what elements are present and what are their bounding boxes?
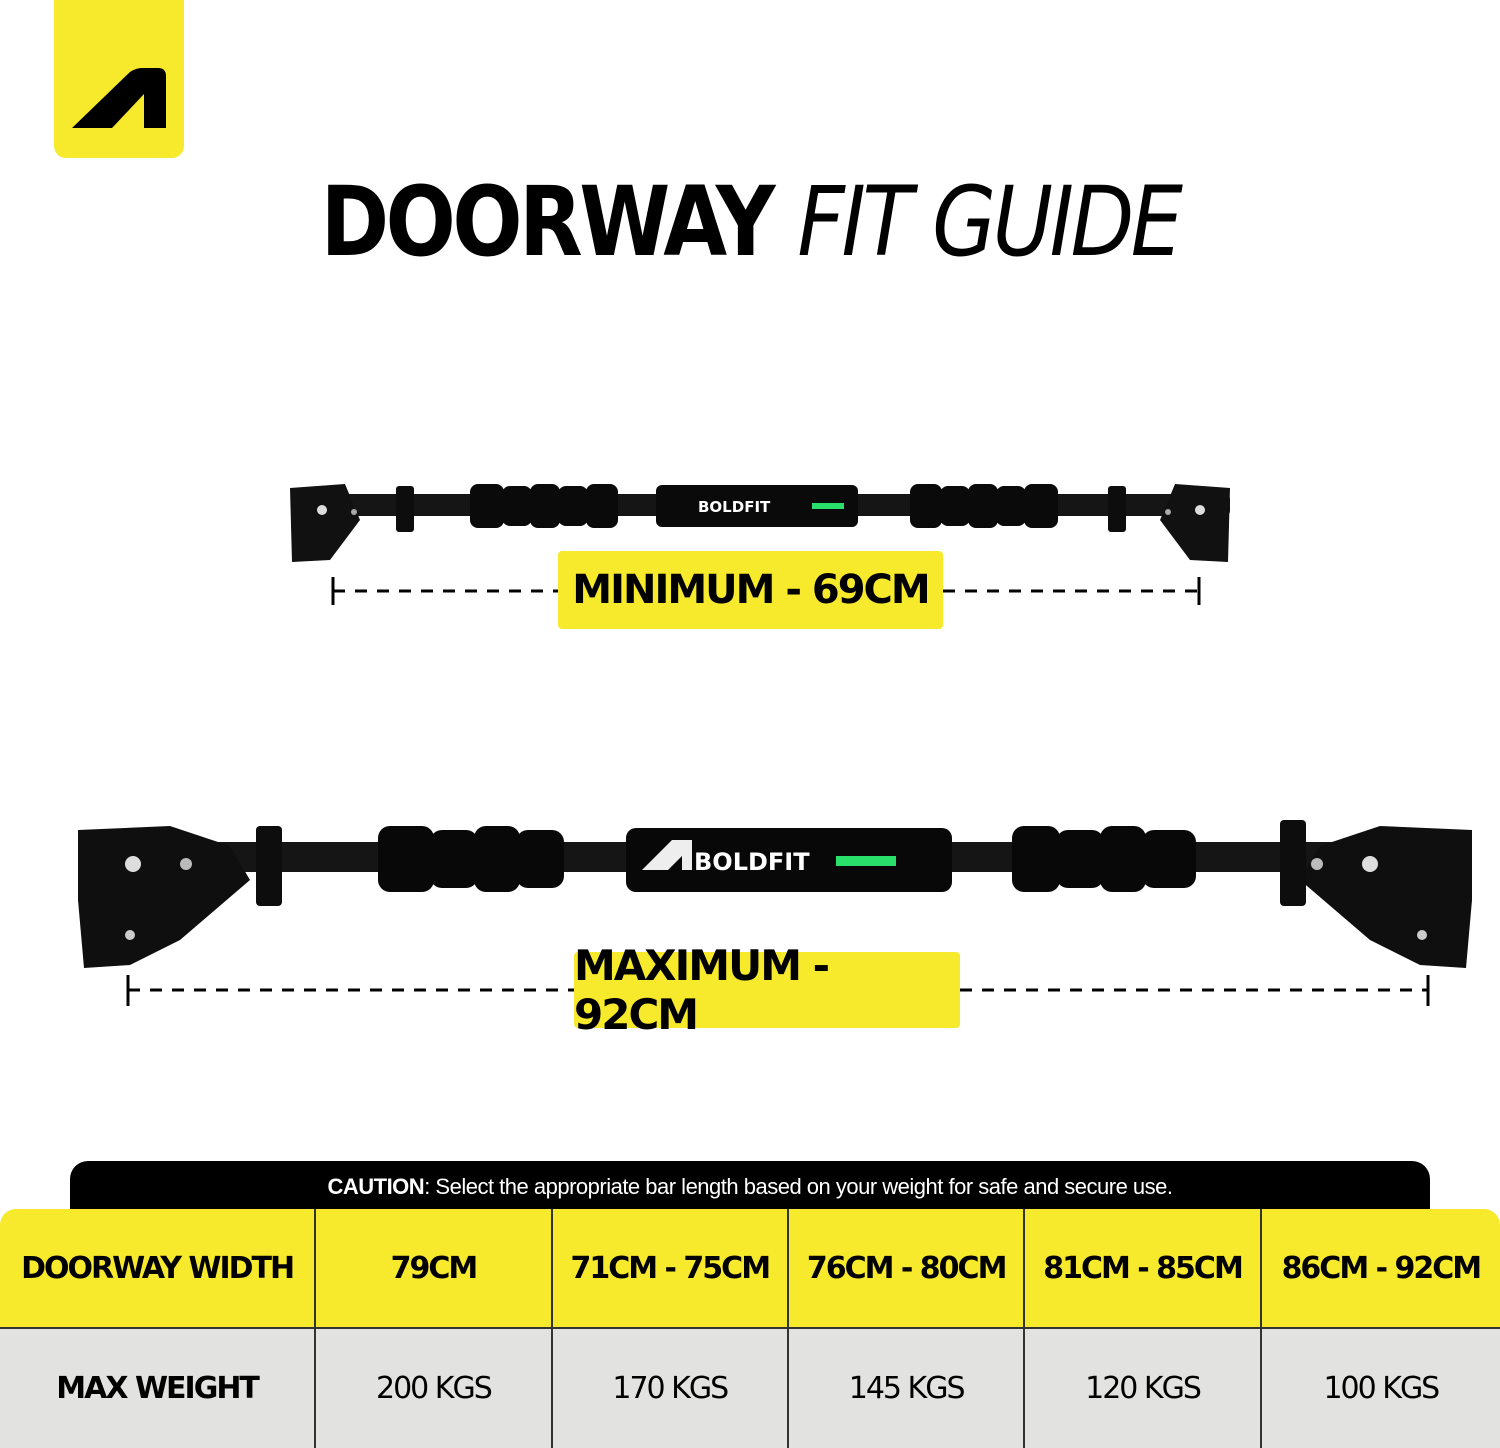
table-row-header: DOORWAY WIDTH (0, 1209, 315, 1328)
table-cell: 200 KGS (315, 1328, 551, 1448)
table-cell: 71CM - 75CM (552, 1209, 788, 1328)
caution-prefix: CAUTION (327, 1174, 425, 1199)
caution-banner (70, 1161, 1430, 1213)
max-weight-row (0, 1328, 1500, 1448)
table-cell: 120 KGS (1024, 1328, 1260, 1448)
title-bold: DOORWAY (320, 166, 773, 278)
maximum-length-label: MAXIMUM - 92CM (574, 952, 960, 1028)
table-cell: 170 KGS (552, 1328, 788, 1448)
title-italic: FIT GUIDE (797, 166, 1180, 278)
table-row-header: MAX WEIGHT (0, 1328, 315, 1448)
fit-guide-table (0, 1209, 1500, 1448)
table-cell: 86CM - 92CM (1261, 1209, 1500, 1328)
table-cell: 79CM (315, 1209, 551, 1328)
caution-text: : Select the appropriate bar length based on your weight for safe and secure use. (424, 1174, 1173, 1199)
svg-text:BOLDFIT: BOLDFIT (694, 848, 810, 876)
minimum-length-label: MINIMUM - 69CM (558, 551, 943, 629)
svg-text:BOLDFIT: BOLDFIT (698, 498, 771, 516)
table-cell: 81CM - 85CM (1024, 1209, 1260, 1328)
table-cell: 100 KGS (1261, 1328, 1500, 1448)
table-cell: 145 KGS (788, 1328, 1024, 1448)
doorway-width-row (0, 1209, 1500, 1328)
table-cell: 76CM - 80CM (788, 1209, 1024, 1328)
